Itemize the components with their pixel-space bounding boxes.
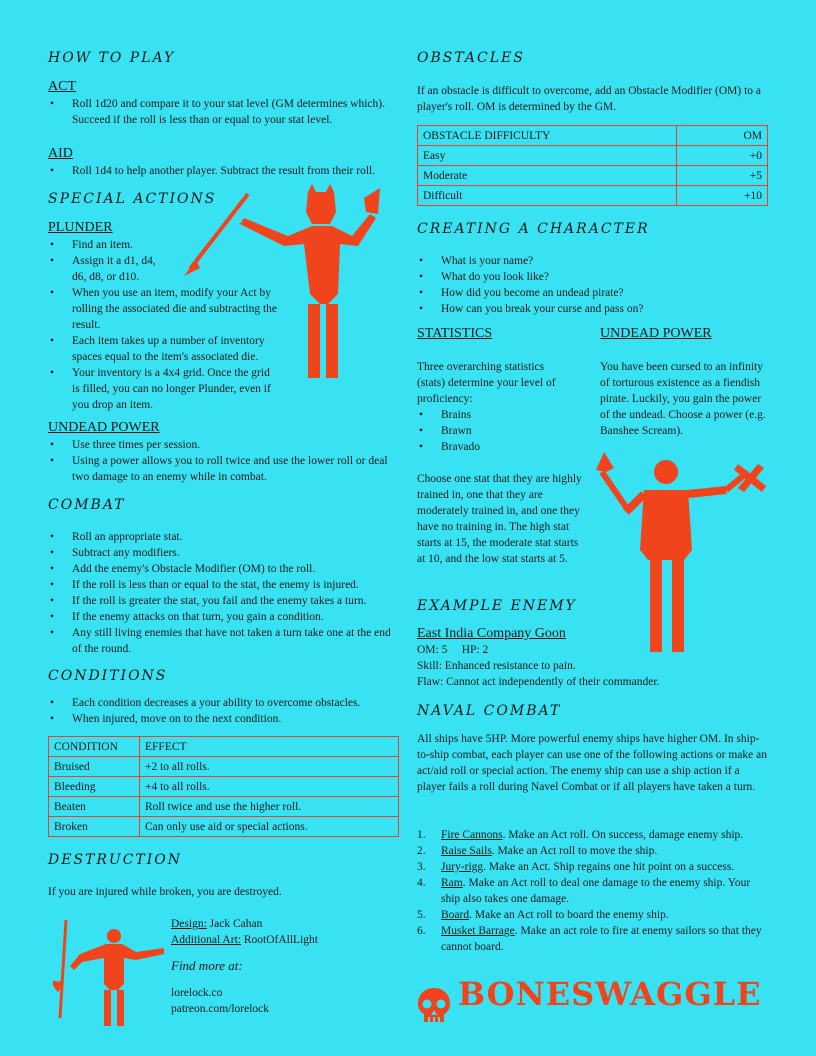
table-row [49, 757, 399, 777]
list-item: • Find an item. [48, 237, 278, 253]
table-row [49, 777, 399, 797]
skeleton-raised-arms-illustration [588, 450, 768, 660]
undead-power-text: You have been cursed to an infinity of torturous existence as a fiendish pirate. Luckily, you gain the power of the undead. Choose a power (e.g. Banshee Scream). [600, 361, 766, 437]
list-item: • What do you look like? [417, 269, 769, 285]
table-header: CONDITION [49, 737, 140, 757]
list-item: • If the enemy attacks on that turn, you gain a condition. [48, 609, 398, 625]
act-list [48, 96, 398, 128]
enemy-skill: Skill: Enhanced resistance to pain. [417, 660, 576, 672]
table-cell: Difficult [418, 186, 677, 206]
table-cell: Broken [49, 817, 140, 837]
art-name: RootOfAllLight [243, 934, 318, 946]
list-item: • When injured, move on to the next condition. [48, 711, 398, 727]
list-item: • If the roll is less than or equal to the stat, the enemy is injured. [48, 577, 398, 593]
aid-list [48, 163, 403, 179]
list-item: 4. Ram. Make an Act roll to deal one damage to the enemy ship. Your ship also takes one damage. [417, 877, 751, 905]
table-row [49, 817, 399, 837]
list-item: • Use three times per session. [48, 437, 398, 453]
design-name: Jack Cahan [209, 918, 263, 930]
table-row [418, 146, 768, 166]
list-item: • Each condition decreases a your ability to overcome obstacles. [48, 695, 398, 711]
skull-logo-icon [416, 986, 452, 1026]
undead-power-heading-right: UNDEAD POWER [600, 326, 712, 341]
table-cell: +5 [677, 166, 768, 186]
statistics-text: Choose one stat that they are highly trained in, one that they are moderately trained in, and one they have no training in. The high stat starts at 15, the moderate stat starts at 10, and the low stat starts at 5. [417, 473, 582, 565]
table-row [418, 166, 768, 186]
table-cell: Easy [418, 146, 677, 166]
plunder-heading: PLUNDER [48, 220, 113, 235]
table-cell: Roll twice and use the higher roll. [140, 797, 399, 817]
undead-power-list [48, 437, 398, 485]
statistics-intro: Three overarching statistics (stats) determine your level of proficiency: [417, 361, 556, 405]
list-item: • When you use an item, modify your Act by rolling the associated die and subtracting the result. [48, 285, 278, 333]
list-item: 3. Jury-rigg. Make an Act. Ship regains one hit point on a success. [417, 861, 735, 873]
list-item: • Roll an appropriate stat. [48, 529, 398, 545]
list-item: • If the roll is greater the stat, you fail and the enemy takes a turn. [48, 593, 398, 609]
list-item: • Any still living enemies that have not taken a turn take one at the end of the round. [48, 625, 398, 657]
table-cell: Moderate [418, 166, 677, 186]
special-actions-heading: SPECIAL ACTIONS [48, 191, 217, 207]
find-more-label: Find more at: [171, 958, 243, 973]
combat-list [48, 529, 398, 657]
enemy-stats: OM: 5 HP: 2 [417, 644, 489, 656]
creating-list [417, 253, 769, 317]
statistics-heading: STATISTICS [417, 326, 493, 341]
conditions-table [48, 736, 399, 837]
table-cell: Beaten [49, 797, 140, 817]
list-item: • Bravado [417, 439, 587, 455]
table-cell: +4 to all rolls. [140, 777, 399, 797]
list-item: • Using a power allows you to roll twice and use the lower roll or deal two damage to an enemy while in combat. [48, 453, 398, 485]
table-cell: Can only use aid or special actions. [140, 817, 399, 837]
creating-character-heading: CREATING A CHARACTER [417, 221, 650, 237]
obstacles-text: If an obstacle is difficult to overcome, add an Obstacle Modifier (OM) to a player's roll. OM is determined by the GM. [417, 85, 762, 113]
list-item: • Assign it a d1, d4, d6, d8, or d10. [48, 253, 162, 285]
list-item: • Your inventory is a 4x4 grid. Once the grid is filled, you can no longer Plunder, even if you drop an item. [48, 365, 278, 413]
table-cell: +0 [677, 146, 768, 166]
act-heading: ACT [48, 79, 76, 94]
credits-art [171, 932, 318, 948]
table-cell: Bruised [49, 757, 140, 777]
art-label: Additional Art: [171, 934, 241, 946]
list-item: • Roll 1d20 and compare it to your stat level (GM determines which). Succeed if the roll is less than or equal to your stat level. [48, 96, 398, 128]
link-lorelock[interactable]: lorelock.co [171, 987, 223, 999]
list-item: • Each item takes up a number of inventory spaces equal to the item's associated die. [48, 333, 278, 365]
list-item: • Add the enemy's Obstacle Modifier (OM) to the roll. [48, 561, 398, 577]
table-header: OBSTACLE DIFFICULTY [418, 126, 677, 146]
table-cell: Bleeding [49, 777, 140, 797]
table-cell: +2 to all rolls. [140, 757, 399, 777]
list-item: • Brains [417, 407, 587, 423]
naval-text: All ships have 5HP. More powerful enemy ships have higher OM. In ship-to-ship combat, each player can use one of the following actions or make an act/aid roll or special action. The enemy ship can use a ship action if a player fails a roll during Navel Combat or if all players have taken a turn. [417, 733, 767, 793]
conditions-list [48, 695, 398, 727]
aid-heading: AID [48, 146, 73, 161]
list-item: • Roll 1d4 to help another player. Subtract the result from their roll. [48, 163, 403, 179]
link-patreon[interactable]: patreon.com/lorelock [171, 1003, 270, 1015]
statistics-list [417, 407, 587, 455]
how-to-play-heading: HOW TO PLAY [48, 50, 176, 66]
list-item: 1. Fire Cannons. Make an Act roll. On success, damage enemy ship. [417, 829, 744, 841]
list-item: • Brawn [417, 423, 587, 439]
enemy-name: East India Company Goon [417, 626, 566, 641]
obstacles-heading: OBSTACLES [417, 50, 525, 66]
undead-power-heading: UNDEAD POWER [48, 420, 160, 435]
list-item: 2. Raise Sails. Make an Act roll to move the ship. [417, 845, 658, 857]
table-row [418, 186, 768, 206]
naval-actions-list [417, 827, 769, 955]
destruction-heading: DESTRUCTION [48, 852, 183, 868]
table-header: OM [677, 126, 768, 146]
credits-design [171, 916, 262, 932]
skeleton-flag-illustration [46, 918, 170, 1028]
enemy-flaw: Flaw: Cannot act independently of their commander. [417, 676, 660, 688]
list-item: • How can you break your curse and pass on? [417, 301, 769, 317]
brand-logo-text: BONESWAGGLE [458, 975, 762, 1013]
list-item: 5. Board. Make an Act roll to board the enemy ship. [417, 909, 669, 921]
combat-heading: COMBAT [48, 497, 126, 513]
list-item: 6. Musket Barrage. Make an act role to fire at enemy sailors so that they cannot board. [417, 925, 762, 953]
destruction-text: If you are injured while broken, you are destroyed. [48, 886, 282, 898]
example-enemy-heading: EXAMPLE ENEMY [417, 598, 577, 614]
list-item: • How did you become an undead pirate? [417, 285, 769, 301]
naval-combat-heading: NAVAL COMBAT [417, 703, 562, 719]
table-header: EFFECT [140, 737, 399, 757]
list-item: • What is your name? [417, 253, 769, 269]
conditions-heading: CONDITIONS [48, 668, 168, 684]
obstacles-table [417, 125, 768, 206]
list-item: • Subtract any modifiers. [48, 545, 398, 561]
table-row [49, 797, 399, 817]
design-label: Design: [171, 918, 207, 930]
table-cell: +10 [677, 186, 768, 206]
devil-skeleton-illustration [180, 184, 390, 384]
